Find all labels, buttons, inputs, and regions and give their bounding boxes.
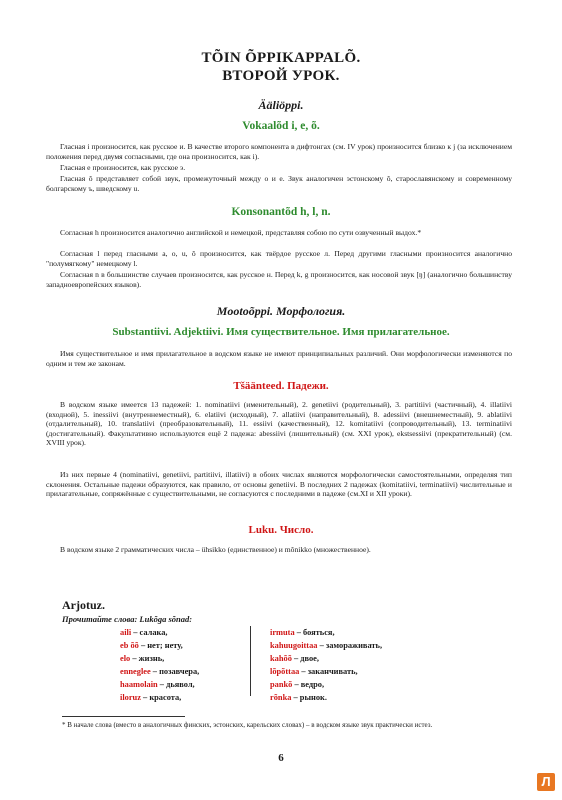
list-item (120, 639, 199, 652)
vowels-paragraph-3: Гласная õ представляет собой звук, промежуточный между o и e. Звук аналогичен эстонскому õ, старославянскому и современному болгарскому ъ, шведскому u. (46, 174, 512, 193)
word-translation: – бояться, (294, 628, 335, 637)
list-item (120, 652, 199, 665)
vote-word: irmuta (270, 628, 295, 637)
lesson-title-vote: TÕIN ÕPPIKAPPALÕ. (201, 50, 361, 66)
column-divider (250, 626, 251, 696)
list-item (270, 691, 382, 704)
word-list-left (120, 626, 199, 704)
word-list-right (270, 626, 382, 704)
word-translation: – позавчера, (150, 667, 200, 676)
consonants-paragraph-3: Согласная n в большинстве случаев произносится, как русское н. Перед k, g произносится, как носовой звук [ŋ] (аналогично большинству западноевропейских языков). (46, 270, 512, 289)
consonants-paragraph-1: Согласная h произносится аналогично английской и немецкой, представляя собою по сути озвученный выдох.* (60, 228, 422, 237)
vote-word: rõnka (270, 693, 292, 702)
number-paragraph-1: В водском языке 2 грамматических числа – ühsikko (единственное) и mõnikko (множественное). (60, 545, 371, 554)
list-item (270, 678, 382, 691)
vowels-paragraph-2: Гласная e произносится, как русское э. (60, 163, 186, 172)
section-phonetics-heading: Ääliöppi. (258, 98, 304, 112)
number-heading: Luku. Число. (248, 524, 314, 536)
word-translation: – нет; нету, (138, 641, 183, 650)
page-number: 6 (278, 752, 284, 764)
exercise-heading: Arjotuz. (62, 598, 105, 612)
vowels-heading: Vokaalõd i, e, õ. (242, 120, 320, 132)
publisher-logo-icon: Л (537, 773, 555, 791)
footnote-divider (62, 716, 185, 717)
word-translation: – двое, (291, 654, 319, 663)
word-translation: – дьявол, (157, 680, 195, 689)
list-item (270, 626, 382, 639)
list-item (120, 626, 199, 639)
word-translation: – салака, (131, 628, 168, 637)
exercise-prompt: Прочитайте слова: Lukõga sõnad: (62, 614, 193, 624)
cases-paragraph-1: В водском языке имеется 13 падежей: 1. nominatiivi (именительный), 2. genetiivi (родительный), 3. partitiivi (частичный), 4. illatiivi (входной), 5. inessiivi (внутреннеместный), 6. elatiivi (исходный), 7. allatiivi (направительный), 8. adessiivi (внешнеместный), 9. ablatiivi (отдалительный), 10. translatiivi (преобразовательный), 11. essiivi (качественный), 12. komitatiivi (сопроводительный), 13. terminatiivi (достигательный). Факультативно используются ещё 2 падежа: abessiivi (лишительный) (см. XXI урок), ekstsessiivi (прекратительный) (см. XVIII урок). (46, 400, 512, 447)
word-translation: – рынок. (291, 693, 327, 702)
vote-word: elo (120, 654, 131, 663)
vote-word: iloruz (120, 693, 141, 702)
nouns-paragraph-1: Имя существительное и имя прилагательное в водском языке не имеют принципиальных различий. Они морфологически изменяются по одним и тем же законам. (46, 349, 512, 368)
list-item (120, 665, 199, 678)
word-translation: – жизнь, (130, 654, 165, 663)
vote-word: kahuugoittaa (270, 641, 318, 650)
cases-paragraph-2: Из них первые 4 (nominatiivi, genetiivi, partitiivi, illatiivi) в обоих числах являются морфологически самостоятельными, определяя тип склонения. Остальные падежи образуются, как правило, от основы genetiivi. В последних 2 падежах (komitatiivi, terminatiivi) числительные и прилагательные, сопряжённые с существительными, не согласуются с последними в падеже (см.XI и XII уроки). (46, 470, 512, 498)
word-translation: – ведро, (292, 680, 325, 689)
vote-word: lõpõttaa (270, 667, 300, 676)
vote-word: pankõ (270, 680, 293, 689)
list-item (270, 665, 382, 678)
vote-word: aili (120, 628, 132, 637)
vote-word: enneglee (120, 667, 151, 676)
nouns-adjectives-heading: Substantiivi. Adjektiivi. Имя существительное. Имя прилагательное. (112, 326, 450, 338)
lesson-title-russian: ВТОРОЙ УРОК. (222, 68, 340, 84)
word-translation: – красота, (140, 693, 182, 702)
consonants-heading: Konsonantõd h, l, n. (231, 206, 331, 218)
vowels-paragraph-1: Гласная i произносится, как русское и. В качестве второго компонента в дифтонгах (см. IV урок) произносится близко к j (за исключением положения перед двумя согласными, где она произносится, как i). (46, 142, 512, 161)
list-item (270, 652, 382, 665)
list-item (120, 678, 199, 691)
cases-heading: Tšäänteed. Падежи. (233, 380, 329, 392)
section-morphology-heading: Mootoõppi. Морфология. (216, 304, 346, 318)
consonants-paragraph-2: Согласная l перед гласными a, o, u, õ произносится, как твёрдое русское л. Перед другими гласными произносится аналогично "полумягкому" немецкому l. (46, 249, 512, 268)
vote-word: eb õõ (120, 641, 139, 650)
word-translation: – замораживать, (317, 641, 383, 650)
word-translation: – заканчивать, (299, 667, 358, 676)
list-item (120, 691, 199, 704)
list-item (270, 639, 382, 652)
footnote: * В начале слова (вместо в аналогичных финских, эстонских, карельских словах) – в водском языке звук практически истез. (62, 721, 433, 729)
vote-word: kahõõ (270, 654, 292, 663)
vote-word: haamolain (120, 680, 158, 689)
